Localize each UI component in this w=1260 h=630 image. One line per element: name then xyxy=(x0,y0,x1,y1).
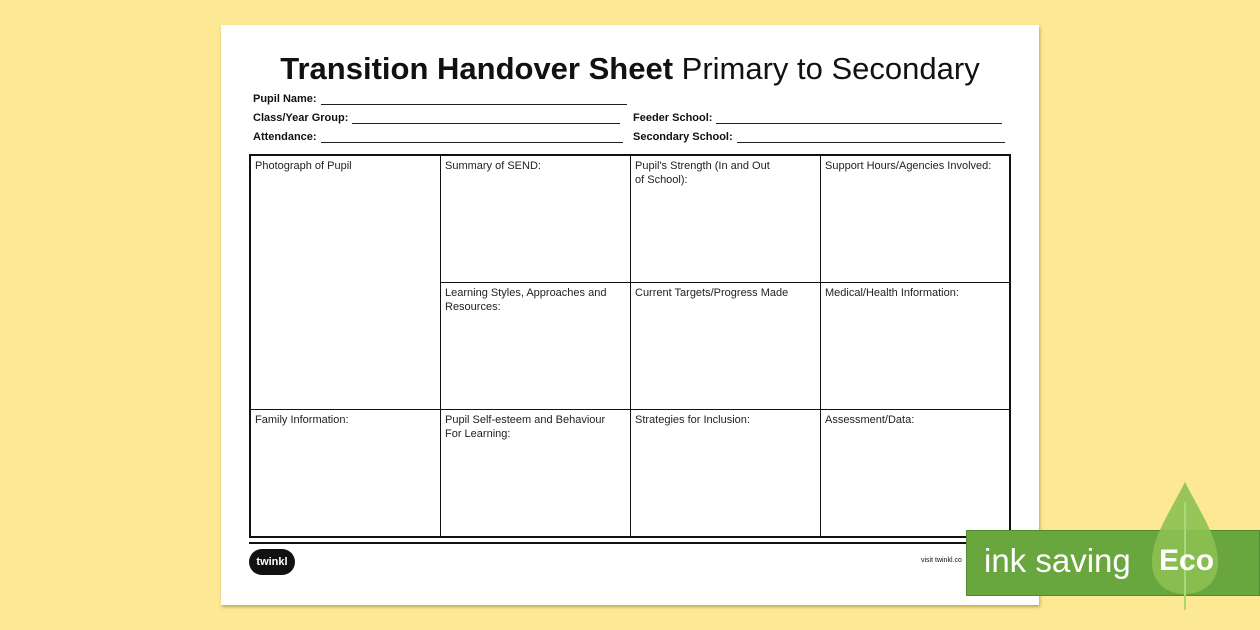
cell-family[interactable]: Family Information: xyxy=(250,409,441,537)
feeder-school-field[interactable] xyxy=(633,112,1002,124)
title-subtitle: Primary to Secondary xyxy=(681,51,980,86)
title-bold: Transition Handover Sheet xyxy=(280,51,674,86)
cell-strength[interactable]: Pupil's Strength (In and Out of School): xyxy=(630,155,821,283)
ink-saving-label: ink saving xyxy=(984,542,1131,579)
class-year-field[interactable] xyxy=(253,112,620,124)
cell-inclusion[interactable]: Strategies for Inclusion: xyxy=(630,409,821,537)
twinkl-logo: twinkl xyxy=(249,549,295,575)
cell-medical[interactable]: Medical/Health Information: xyxy=(820,282,1010,410)
worksheet-page xyxy=(221,25,1039,605)
field-line xyxy=(321,133,623,143)
cell-support[interactable]: Support Hours/Agencies Involved: xyxy=(820,155,1010,283)
field-line xyxy=(716,114,1002,124)
footer-divider xyxy=(249,542,1011,544)
field-label: Attendance: xyxy=(253,131,317,143)
field-label: Pupil Name: xyxy=(253,93,317,105)
field-label: Secondary School: xyxy=(633,131,733,143)
attendance-field[interactable] xyxy=(253,131,623,143)
cell-photo[interactable]: Photograph of Pupil xyxy=(250,155,441,410)
cell-self-esteem[interactable]: Pupil Self-esteem and Behaviour For Learning: xyxy=(440,409,631,537)
cell-assessment[interactable]: Assessment/Data: xyxy=(820,409,1010,537)
secondary-school-field[interactable] xyxy=(633,131,1005,143)
cell-send[interactable]: Summary of SEND: xyxy=(440,155,631,283)
field-line xyxy=(352,114,620,124)
field-line xyxy=(737,133,1005,143)
eco-label: Eco xyxy=(1159,544,1215,577)
cell-learning[interactable]: Learning Styles, Approaches and Resources: xyxy=(440,282,631,410)
field-label: Feeder School: xyxy=(633,112,713,124)
handover-grid xyxy=(249,154,1011,538)
field-line xyxy=(321,95,627,105)
visit-link: visit twinkl.co xyxy=(921,557,962,564)
field-label: Class/Year Group: xyxy=(253,112,349,124)
pupil-name-field[interactable] xyxy=(253,93,627,105)
page-title xyxy=(221,51,1039,87)
cell-targets[interactable]: Current Targets/Progress Made xyxy=(630,282,821,410)
